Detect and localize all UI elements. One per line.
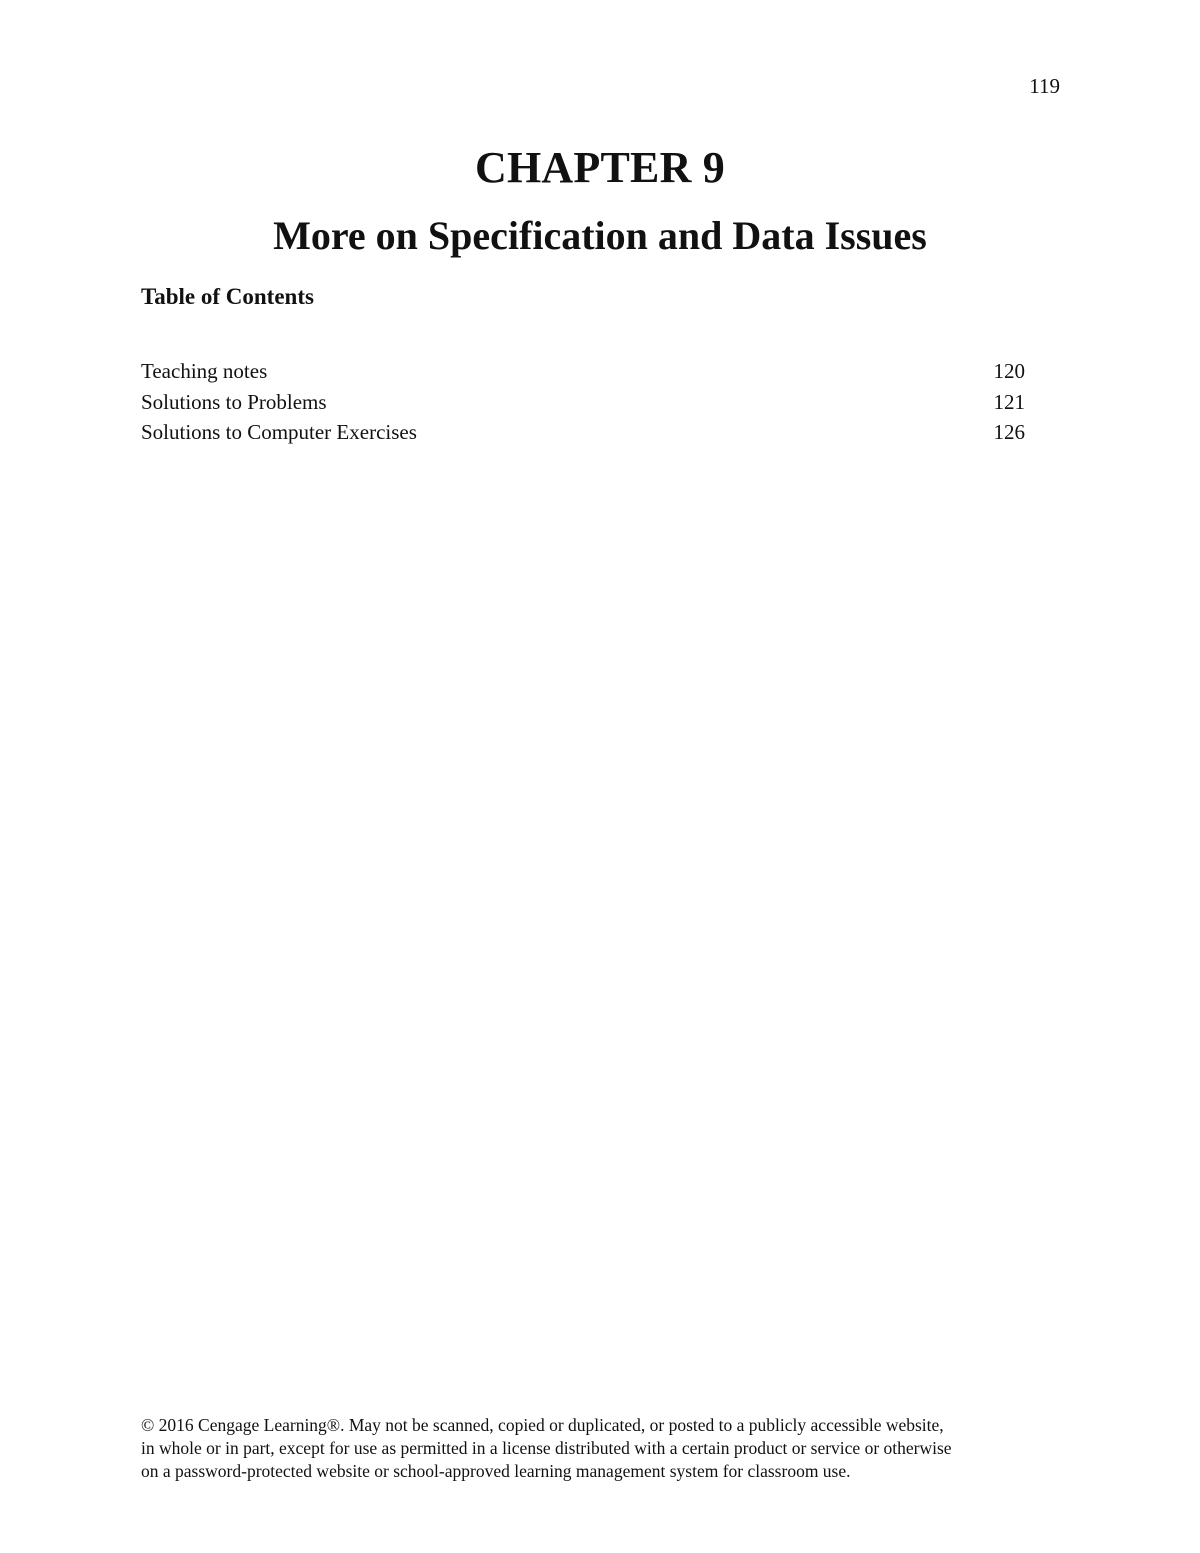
footer-line: in whole or in part, except for use as permitted in a license distributed with a certain product or service or otherwise — [141, 1438, 952, 1458]
toc-entry-solutions-to-computer-exercises[interactable] — [141, 419, 1025, 450]
toc-list — [141, 358, 1025, 450]
toc-entry-title: Teaching notes — [141, 359, 268, 383]
copyright-footer — [141, 1414, 1071, 1483]
toc-entry-title: Solutions to Problems — [141, 389, 327, 414]
toc-entry-teaching-notes[interactable] — [141, 358, 1025, 389]
chapter-title: More on Specification and Data Issues — [273, 213, 927, 258]
page-number: 119 — [1029, 74, 1060, 98]
footer-line: © 2016 Cengage Learning®. May not be scanned, copied or duplicated, or posted to a publicly accessible website, — [141, 1415, 944, 1435]
chapter-label: CHAPTER 9 — [475, 143, 725, 192]
toc-entry-solutions-to-problems[interactable] — [141, 389, 1025, 420]
toc-entry-page: 120 — [993, 359, 1025, 383]
footer-line: on a password-protected website or school-approved learning management system for classroom use. — [141, 1461, 851, 1481]
toc-entry-page: 121 — [993, 389, 1025, 414]
toc-heading: Table of Contents — [141, 284, 314, 309]
toc-entry-page: 126 — [993, 420, 1025, 444]
toc-entry-title: Solutions to Computer Exercises — [141, 420, 417, 444]
